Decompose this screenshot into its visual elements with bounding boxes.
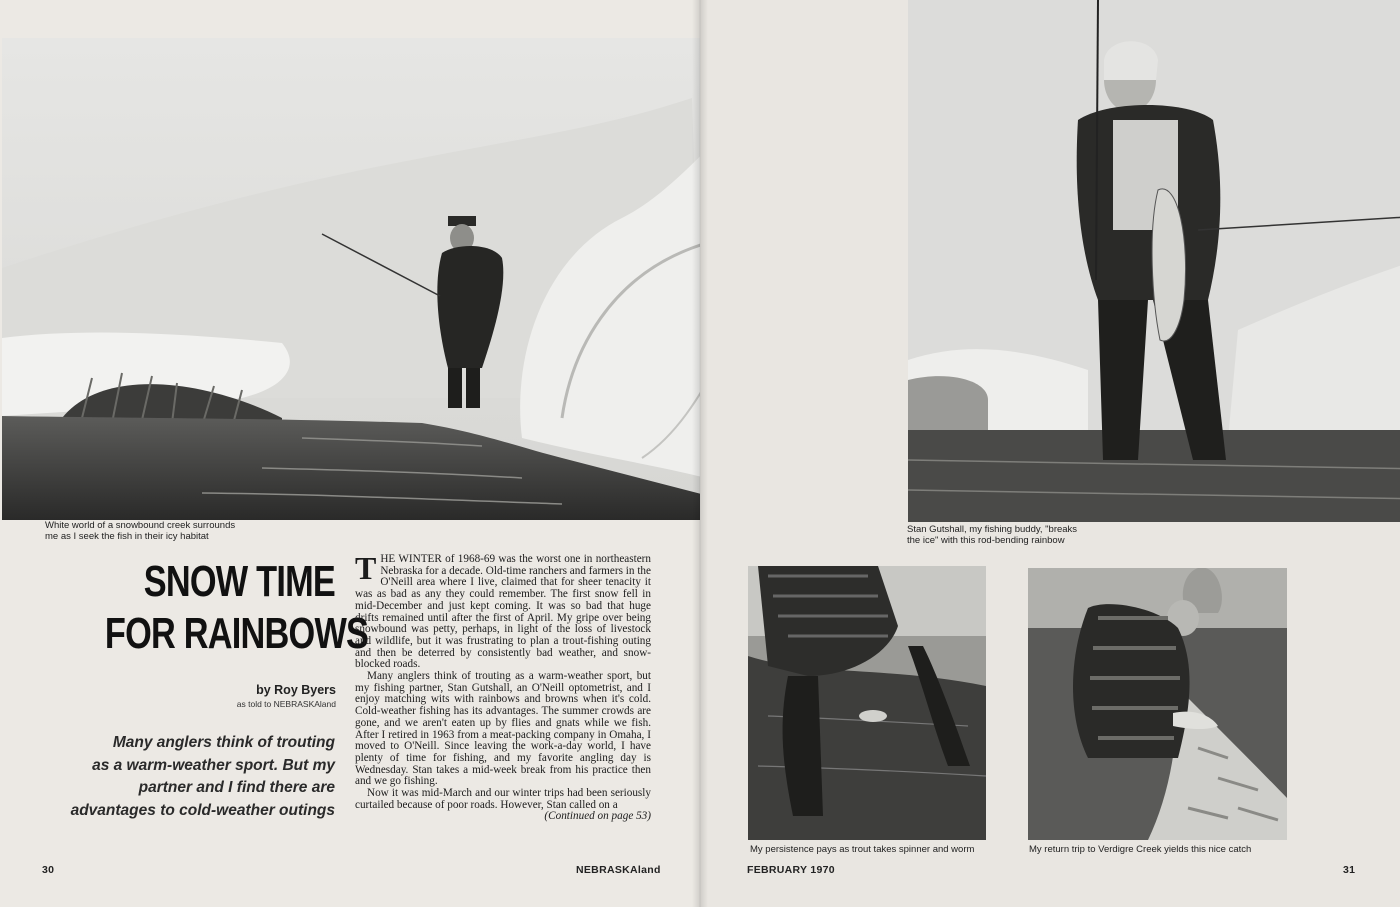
bottom-right-caption: My return trip to Verdigre Creek yields this nice catch: [1029, 844, 1252, 855]
spinner-trout-illustration: [748, 566, 986, 840]
article-body: [355, 550, 651, 823]
continued-note: (Continued on page 53): [544, 810, 651, 823]
as-told-credit: as told to NEBRASKAland: [236, 699, 336, 709]
article-title-line2: FOR RAINBOWS: [104, 609, 369, 658]
spine-gutter: [692, 0, 708, 907]
paragraph-1-text: HE WINTER of 1968-69 was the worst one in northeastern Nebraska for a decade. Old-time ranchers and farmers in the O'Neill area where I live, claimed that for sheer tenacity it was as bad as any they could remember. The first snow fell in mid-December and just kept coming. It was so bad that huge drifts remained until after the first of April. My gripe over being snowbound was petty, perhaps, in light of the loss of livestock and wildlife, but it was frustrating to plan a trout-fishing outing and then be deterred by consistently bad weather, and snow-blocked roads.: [355, 553, 651, 671]
right-page: [700, 0, 1400, 907]
drop-cap: T: [355, 550, 377, 586]
verdigre-catch-photo: [1028, 568, 1287, 840]
right-page-number: 31: [1343, 864, 1356, 876]
deck-line: Many anglers think of trouting: [112, 734, 335, 751]
main-photo-caption-line2: me as I seek the fish in their icy habitat: [45, 531, 209, 542]
right-footer-date: FEBRUARY 1970: [747, 864, 835, 876]
left-footer-magazine: NEBRASKAland: [576, 864, 661, 876]
deck-line: advantages to cold-weather outings: [70, 801, 335, 819]
main-photo-caption: [45, 520, 235, 542]
article-title: [104, 556, 369, 660]
verdigre-catch-illustration: [1028, 568, 1287, 840]
body-paragraph-2: Many anglers think of trouting as a warm-weather sport, but my fishing partner, Stan Gutshall, an O'Neill optometrist, and I enjoy matching wits with rainbows and browns when it's cold. Cold-weather fishing has its advantages. The summer crowds are gone, and we aren't eaten up by flies and gnats while we fish. After I retired in 1963 from a meat-packing company in Omaha, I moved to O'Neill. Since leaving the work-a-day world, I have plenty of time for fishing, and my favorite angling day is Wednesday. Stan takes a mid-week break from his practice then and we go fishing.: [355, 670, 651, 788]
top-photo-caption-line2: the ice" with this rod-bending rainbow: [907, 535, 1065, 546]
byline: by Roy Byers: [256, 683, 336, 697]
article-deck: [40, 732, 335, 822]
top-photo-caption-line1: Stan Gutshall, my fishing buddy, "breaks: [907, 524, 1078, 535]
article-title-line1: SNOW TIME: [143, 557, 335, 606]
rainbow-catch-illustration: [908, 0, 1400, 522]
deck-line: as a warm-weather sport. But my: [92, 756, 335, 774]
left-page-number: 30: [42, 864, 55, 876]
body-paragraph-1: [355, 550, 651, 671]
spinner-trout-photo: [748, 566, 986, 840]
main-photo-caption-line1: White world of a snowbound creek surrounds: [45, 520, 236, 531]
bottom-left-caption: My persistence pays as trout takes spinner and worm: [750, 844, 975, 855]
rainbow-catch-photo: [908, 0, 1400, 522]
top-photo-caption: [907, 524, 1077, 546]
paragraph-3-text: Now it was mid-March and our winter trips had been seriously curtailed because of poor roads. However, Stan called on a: [355, 787, 651, 811]
body-paragraph-3: [355, 787, 651, 823]
deck-line: partner and I find there are: [138, 779, 335, 796]
